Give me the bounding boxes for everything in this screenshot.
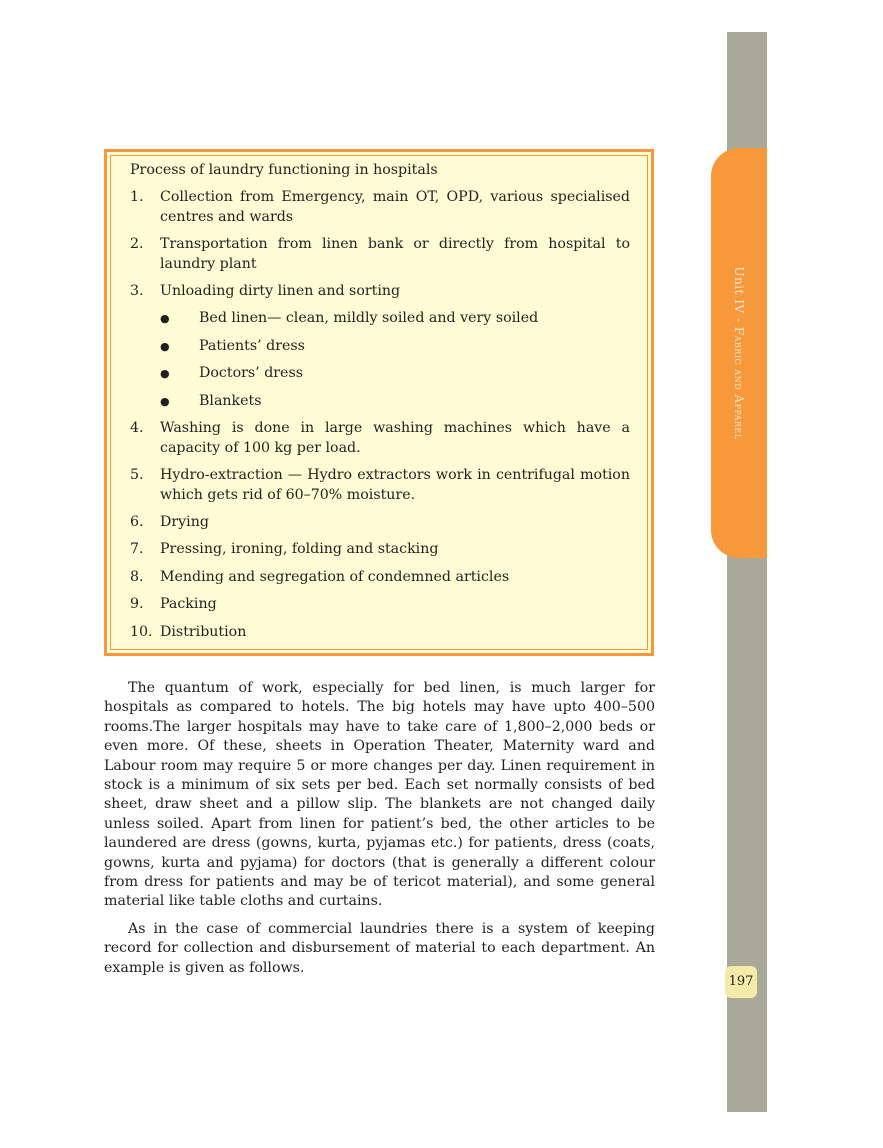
item-text: Drying bbox=[160, 514, 209, 530]
bullet-text: Bed linen— clean, mildly soiled and very soiled bbox=[199, 310, 539, 326]
item-text: Hydro-extraction — Hydro extractors work in centrifugal motion which gets rid of 60–70% moisture. bbox=[160, 467, 630, 503]
item-number: 5. bbox=[130, 467, 144, 483]
item-number: 6. bbox=[130, 514, 144, 530]
item-number: 10. bbox=[130, 624, 153, 640]
bullet-icon: ● bbox=[160, 312, 170, 325]
list-item bbox=[130, 568, 630, 588]
list-item bbox=[130, 513, 630, 533]
bullet-item bbox=[160, 364, 303, 384]
item-text: Mending and segregation of condemned articles bbox=[160, 569, 510, 585]
item-number: 3. bbox=[130, 283, 144, 299]
bullet-text: Doctors’ dress bbox=[199, 365, 304, 381]
item-number: 8. bbox=[130, 569, 144, 585]
item-text: Pressing, ironing, folding and stacking bbox=[160, 541, 439, 557]
bullet-icon: ● bbox=[160, 395, 170, 408]
body-paragraph-2: As in the case of commercial laundries there is a system of keeping record for collection and disbursement of material to each department. An example is given as follows. bbox=[104, 921, 655, 976]
page-number: 197 bbox=[725, 966, 757, 998]
item-text: Distribution bbox=[160, 624, 247, 640]
list-item bbox=[130, 623, 630, 643]
item-number: 9. bbox=[130, 596, 144, 612]
unit-title: Fabric and Apparel bbox=[732, 326, 746, 440]
item-text: Unloading dirty linen and sorting bbox=[160, 283, 401, 299]
bullet-item bbox=[160, 309, 538, 329]
body-paragraph-1: The quantum of work, especially for bed linen, is much larger for hospitals as compared to hotels. The big hotels may have upto 400–500 rooms.The larger hospitals may have to take care of 1,800–2,000 beds or even more. Of these, sheets in Operation Theater, Maternity ward and Labour room may require 5 or more changes per day. Linen requirement in stock is a minimum of six sets per bed. Each set normally consists of bed sheet, draw sheet and a pillow slip. The blankets are not changed daily unless soiled. Apart from linen for patient’s bed, the other articles to be laundered are dress (gowns, kurta, pyjamas etc.) for patients, dress (coats, gowns, kurta and pyjama) for doctors (that is generally a different colour from dress for patients and may be of tericot material), and some general material like table cloths and curtains. bbox=[104, 680, 655, 910]
item-number: 1. bbox=[130, 189, 144, 205]
bullet-text: Blankets bbox=[199, 393, 262, 409]
list-item bbox=[130, 540, 630, 560]
box-title: Process of laundry functioning in hospitals bbox=[130, 162, 438, 178]
list-item bbox=[130, 595, 630, 615]
list-item bbox=[130, 235, 630, 274]
unit-label bbox=[732, 266, 746, 439]
bullet-text: Patients’ dress bbox=[199, 338, 305, 354]
item-number: 7. bbox=[130, 541, 144, 557]
bullet-icon: ● bbox=[160, 367, 170, 380]
list-item bbox=[130, 419, 630, 458]
bullet-icon: ● bbox=[160, 340, 170, 353]
list-item bbox=[130, 188, 630, 227]
unit-prefix: Unit IV - bbox=[732, 266, 746, 327]
bullet-item bbox=[160, 337, 305, 357]
item-text: Washing is done in large washing machines which have a capacity of 100 kg per load. bbox=[160, 420, 630, 456]
item-number: 4. bbox=[130, 420, 144, 436]
list-item bbox=[130, 466, 630, 505]
item-number: 2. bbox=[130, 236, 144, 252]
item-text: Packing bbox=[160, 596, 217, 612]
bullet-item bbox=[160, 392, 262, 412]
item-text: Transportation from linen bank or directly from hospital to laundry plant bbox=[160, 236, 630, 272]
list-item bbox=[130, 282, 630, 302]
item-text: Collection from Emergency, main OT, OPD, various specialised centres and wards bbox=[160, 189, 630, 225]
